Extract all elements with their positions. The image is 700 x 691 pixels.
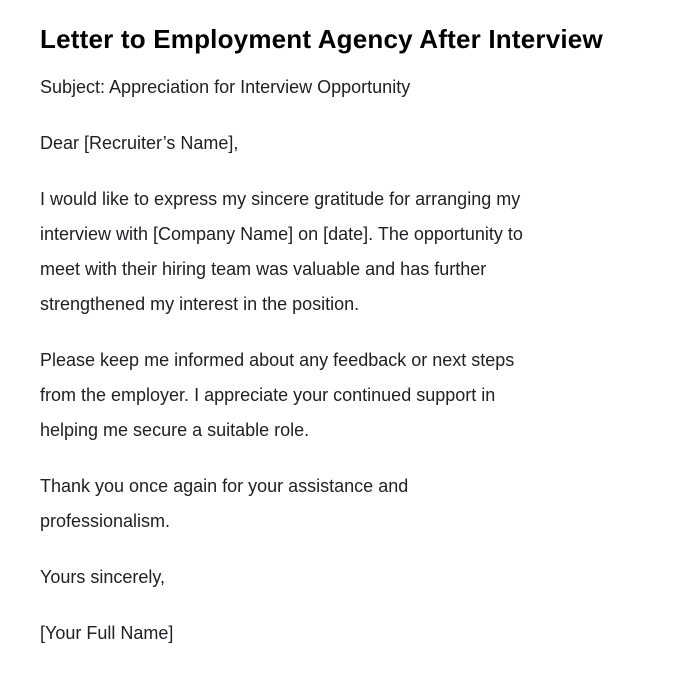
paragraph-line: helping me secure a suitable role.	[40, 420, 310, 440]
paragraph-line: I would like to express my sincere gratitude for arranging my	[40, 189, 521, 209]
closing: Yours sincerely,	[40, 567, 166, 587]
paragraph-line: professionalism.	[40, 511, 171, 531]
subject-line: Subject: Appreciation for Interview Opportunity	[40, 77, 411, 97]
paragraph-line: meet with their hiring team was valuable and has further	[40, 259, 487, 279]
page-title: Letter to Employment Agency After Interview	[40, 24, 603, 54]
signature-placeholder: [Your Full Name]	[40, 623, 174, 643]
salutation: Dear [Recruiter’s Name],	[40, 133, 239, 153]
paragraph-line: Thank you once again for your assistance and	[40, 476, 409, 496]
paragraph-1	[40, 182, 660, 322]
paragraph-2	[40, 343, 660, 448]
paragraph-line: strengthened my interest in the position.	[40, 294, 360, 314]
paragraph-line: from the employer. I appreciate your continued support in	[40, 385, 496, 405]
paragraph-3	[40, 469, 660, 539]
paragraph-line: interview with [Company Name] on [date]. The opportunity to	[40, 224, 523, 244]
paragraph-line: Please keep me informed about any feedback or next steps	[40, 350, 515, 370]
